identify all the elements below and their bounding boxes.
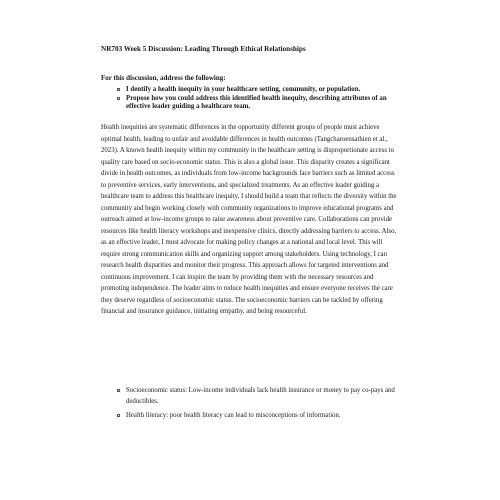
square-bullet-icon: [117, 389, 120, 392]
square-bullet-icon: [117, 97, 120, 100]
instruction-list: [117, 86, 407, 112]
document-title: NR703 Week 5 Discussion: Leading Through Ethical Relationships: [101, 45, 306, 53]
instruction-item: [117, 95, 407, 112]
instruction-item: [117, 86, 407, 95]
factor-item: [117, 385, 397, 408]
instructions-heading: For this discussion, address the following:: [101, 74, 226, 82]
factor-item-text: Health literacy: poor health literacy can lead to misconceptions of information.: [126, 411, 341, 419]
square-bullet-icon: [117, 88, 120, 91]
square-bullet-icon: [117, 414, 120, 417]
factor-item-text: Socioeconomic status: Low-income individuals lack health insurance or money to pay co-pays and deductibles.: [126, 387, 395, 406]
instruction-item-text: I dentify a health inequity in your healthcare setting, community, or population.: [126, 86, 361, 93]
instruction-item-text: Propose how you could address this identified health inequity, describing attributes of an effective leader guiding a healthcare team.: [126, 94, 387, 111]
factor-list: [117, 385, 397, 423]
factor-item: [117, 410, 397, 421]
body-paragraph: Health inequities are systematic differences in the opportunity different groups of people must achieve optimal health, leading to unfair and avoidable differences in health outcomes (Tangcharoensathien et al., 2023). A known health inequity within my community in the healthcare setting is disproportionate access to quality care based on socio-economic status. This is also a global issue. This disparity creates a significant divide in health outcomes, as individuals from low-income backgrounds face barriers such as limited access to preventive services, early interventions, and specialized treatments. As an effective leader guiding a healthcare team to address this healthcare inequity, I should build a team that reflects the diversity within the community and begin working closely with community organizations to improve educational programs and outreach aimed at low-income groups to raise awareness about preventive care. Collaborations can provide resources like health literacy workshops and inexpensive clinics, directly addressing barriers to access. Also, as an effective leader, I must advocate for making policy changes at a national and local level. This will require strong communication skills and organizing support among stakeholders. Using technology, I can research health disparities and monitor their progress. This approach allows for targeted interventions and continuous improvement. I can inspire the team by providing them with the necessary resources and promoting independence. The leader aims to reduce health inequities and ensure everyone receives the care they deserve regardless of socioeconomic status. The socioeconomic barriers can be tackled by offering financial and insurance guidance, initiating empathy, and being resourceful.: [101, 124, 397, 315]
